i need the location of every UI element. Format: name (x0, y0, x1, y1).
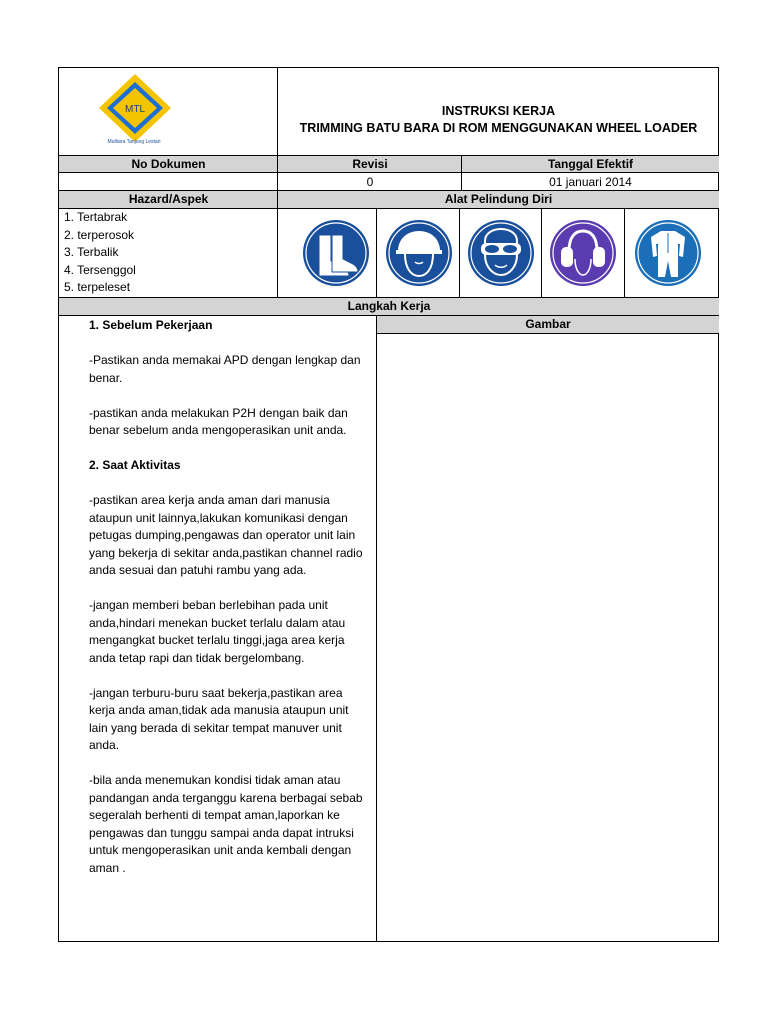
hazard-item: 3. Terbalik (64, 245, 119, 259)
divider (59, 297, 719, 298)
title-cell (278, 68, 719, 156)
gambar-header: Gambar (377, 316, 719, 333)
no-dokumen-header: No Dokumen (59, 156, 278, 173)
doc-title-line2: TRIMMING BATU BARA DI ROM MENGGUNAKAN WHEEL LOADER (299, 121, 698, 135)
logo-caption: Multiara Tanjung Lestari (107, 139, 161, 145)
hazard-item: 1. Tertabrak (64, 210, 128, 224)
section2-title: 2. Saat Aktivitas (89, 458, 181, 472)
logo-cell (59, 68, 278, 156)
divider (461, 156, 462, 191)
ear-protection-icon (549, 219, 617, 287)
logo-text: MTL (125, 104, 145, 115)
divider (459, 208, 460, 298)
hard-hat-icon (385, 219, 453, 287)
hazard-header: Hazard/Aspek (59, 191, 278, 208)
divider (59, 172, 719, 173)
divider (376, 333, 719, 334)
divider (277, 68, 278, 209)
langkah-kerja-header: Langkah Kerja (59, 298, 719, 315)
hazard-item: 2. terperosok (64, 227, 135, 242)
divider (277, 208, 278, 298)
safety-boots-icon (302, 219, 370, 287)
doc-title-line1: INSTRUKSI KERJA (441, 104, 556, 118)
divider (541, 208, 542, 298)
tanggal-header: Tanggal Efektif (462, 156, 719, 173)
divider (59, 208, 719, 209)
divider (59, 315, 719, 316)
coverall-icon (634, 219, 702, 287)
step-paragraph: -Pastikan anda memakai APD dengan lengkap dan benar. (89, 353, 361, 385)
divider (59, 190, 719, 191)
divider (59, 155, 719, 156)
step-paragraph: -bila anda menemukan kondisi tidak aman atau pandangan anda terganggu karena berbagai sebab segeralah berhenti di tempat aman,laporkan ke pengawas dan tunggu sampai anda dapat intruksi untuk mengoperasikan unit anda kembali dengan aman . (89, 773, 363, 875)
apd-header: Alat Pelindung Diri (278, 191, 719, 208)
step-paragraph: -pastikan anda melakukan P2H dengan baik dan benar sebelum anda mengoperasikan unit anda. (89, 405, 348, 437)
hazard-item: 5. terpeleset (64, 280, 131, 294)
steps-content (59, 317, 377, 937)
revisi-header: Revisi (278, 156, 462, 173)
step-paragraph: -pastikan area kerja anda aman dari manusia ataupun unit lainnya,lakukan komunikasi dengan petugas dumping,pengawas dan operator unit lain yang bekerja di sekitar anda,pastikan channel radio anda sesuai dan patuhi rambu yang ada. (89, 493, 363, 577)
mtl-logo (95, 70, 195, 150)
hazard-item: 4. Tersenggol (64, 262, 136, 277)
work-instruction-form (58, 67, 719, 942)
divider (376, 208, 377, 298)
step-paragraph: -jangan terburu-buru saat bekerja,pastikan area kerja anda aman,tidak ada manusia ataupun unit lain yang berada di sekitar tempat manuver unit anda. (89, 685, 349, 752)
section1-title: 1. Sebelum Pekerjaan (89, 318, 213, 332)
revisi-value: 0 (366, 175, 374, 189)
hazard-list (59, 209, 278, 297)
divider (624, 208, 625, 298)
tanggal-value: 01 januari 2014 (549, 175, 632, 189)
divider (376, 315, 377, 942)
safety-goggles-icon (467, 219, 535, 287)
no-dokumen-value (59, 173, 278, 191)
step-paragraph: -jangan memberi beban berlebihan pada unit anda,hindari menekan bucket terlalu dalam atau mengangkat bucket terlalu tinggi,jaga area kerja anda tetap rapi dan tidak bergelombang. (89, 598, 346, 665)
